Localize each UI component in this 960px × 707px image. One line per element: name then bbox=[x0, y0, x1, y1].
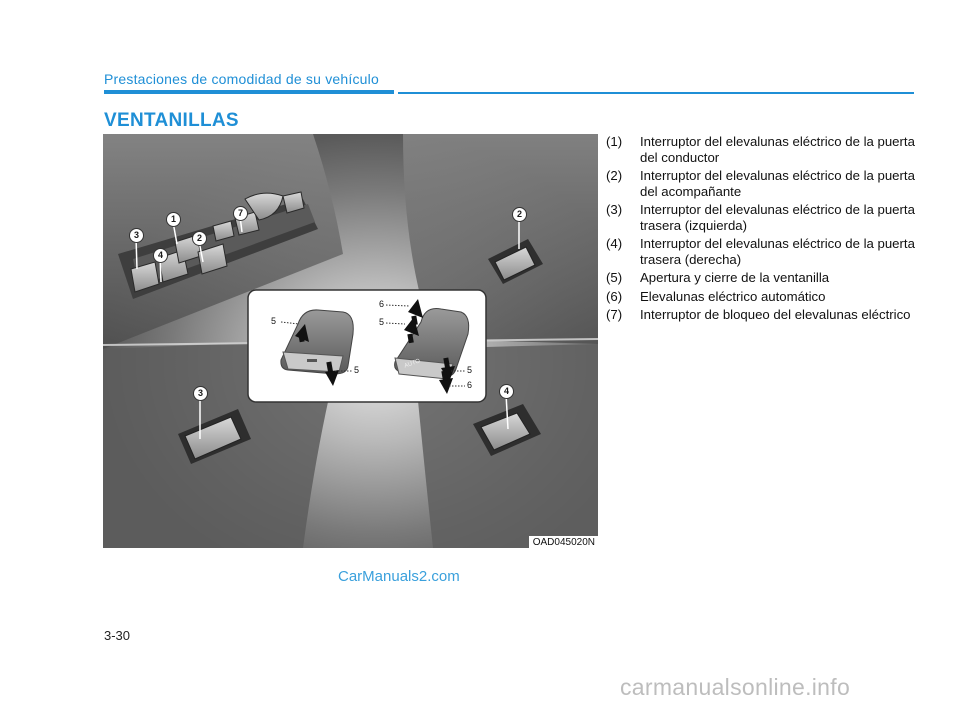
callout-2-passenger: 2 bbox=[512, 207, 527, 222]
inset-label-right-up: 5 bbox=[379, 317, 385, 327]
item-text: Interruptor del elevalunas eléctrico de la puerta trasera (izquierda) bbox=[640, 202, 915, 233]
figure-code: OAD045020N bbox=[529, 536, 598, 548]
item-number: (6) bbox=[606, 288, 623, 304]
callout-3: 3 bbox=[129, 228, 144, 243]
list-item bbox=[606, 307, 916, 323]
item-text: Elevalunas eléctrico automático bbox=[640, 288, 826, 304]
inset-label-right-down-bottom: 6 bbox=[467, 380, 473, 390]
page-number: 3-30 bbox=[104, 628, 131, 643]
callout-1: 1 bbox=[166, 212, 181, 227]
item-text: Interruptor de bloqueo del elevalunas eléctrico bbox=[640, 307, 911, 322]
inset-label-left-down: 5 bbox=[354, 365, 360, 375]
item-text: Interruptor del elevalunas eléctrico de la puerta del conductor bbox=[640, 134, 915, 165]
list-item bbox=[606, 289, 916, 305]
header-rule-thin bbox=[398, 92, 914, 94]
header-rule-thick bbox=[104, 90, 394, 94]
watermark-text: carmanualsonline.info bbox=[620, 674, 851, 700]
figure-illustration bbox=[103, 134, 598, 548]
item-number: (1) bbox=[606, 134, 623, 149]
inset-label-right-down: 5 bbox=[467, 365, 473, 375]
list-item bbox=[606, 134, 916, 165]
callout-2: 2 bbox=[192, 231, 207, 246]
callout-4-rear-right: 4 bbox=[499, 384, 514, 399]
list-item bbox=[606, 202, 916, 233]
inset-label-left-up: 5 bbox=[271, 316, 277, 326]
item-number: (3) bbox=[606, 202, 623, 217]
callout-4: 4 bbox=[153, 248, 168, 263]
list-item bbox=[606, 168, 916, 199]
item-number: (7) bbox=[606, 307, 623, 322]
window-switch-figure bbox=[103, 134, 598, 548]
list-item bbox=[606, 270, 916, 286]
item-text: Apertura y cierre de la ventanilla bbox=[640, 270, 830, 285]
item-text: Interruptor del elevalunas eléctrico de la puerta del acompañante bbox=[640, 168, 915, 199]
item-number: (4) bbox=[606, 236, 623, 251]
page-title: VENTANILLAS bbox=[104, 110, 239, 131]
inset-auto-label: AUTO bbox=[403, 358, 422, 370]
item-number: (2) bbox=[606, 168, 623, 183]
list-item bbox=[606, 236, 916, 267]
inset-label-right-up-top: 6 bbox=[379, 299, 385, 309]
section-header: Prestaciones de comodidad de su vehículo bbox=[104, 71, 379, 87]
watermark-link[interactable]: CarManuals2.com bbox=[338, 568, 460, 585]
item-text: Interruptor del elevalunas eléctrico de la puerta trasera (derecha) bbox=[640, 236, 915, 267]
item-list bbox=[606, 134, 916, 326]
item-number: (5) bbox=[606, 270, 623, 285]
callout-7: 7 bbox=[233, 206, 248, 221]
callout-3-rear-left: 3 bbox=[193, 386, 208, 401]
